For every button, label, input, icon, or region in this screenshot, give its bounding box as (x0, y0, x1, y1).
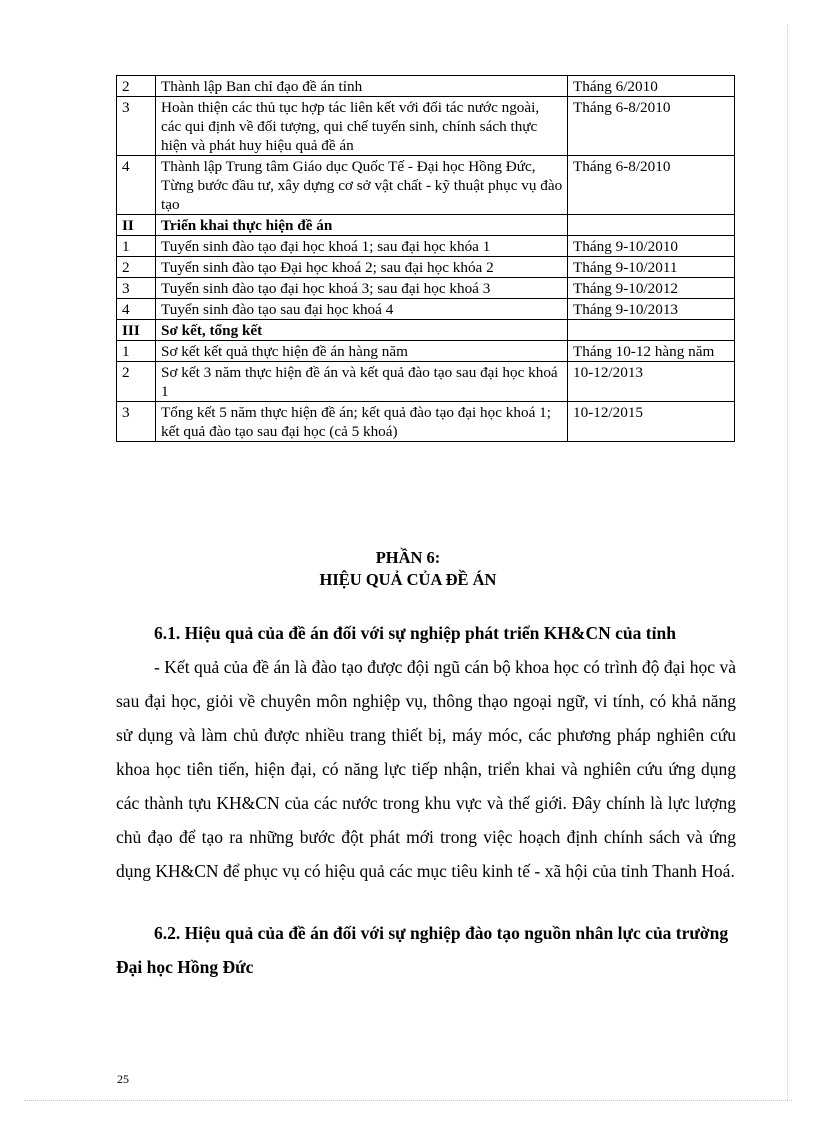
task-cell: Thành lập Ban chỉ đạo đề án tỉnh (156, 76, 568, 97)
table-row (117, 76, 735, 97)
row-number-cell: 1 (117, 341, 156, 362)
row-number-cell: II (117, 215, 156, 236)
time-cell (568, 320, 735, 341)
row-number-cell: 2 (117, 76, 156, 97)
time-cell: Tháng 9-10/2010 (568, 236, 735, 257)
task-cell: Tổng kết 5 năm thực hiện đề án; kết quả đào tạo đại học khoá 1; kết quả đào tạo sau đại học (cả 5 khoá) (156, 402, 568, 442)
table-section-row (117, 320, 735, 341)
time-cell: Tháng 6/2010 (568, 76, 735, 97)
task-cell: Tuyển sinh đào tạo đại học khoá 1; sau đại học khóa 1 (156, 236, 568, 257)
task-cell: Sơ kết, tổng kết (156, 320, 568, 341)
table-row (117, 299, 735, 320)
table-row (117, 257, 735, 278)
row-number-cell: 3 (117, 97, 156, 156)
task-cell: Tuyển sinh đào tạo đại học khoá 3; sau đại học khoá 3 (156, 278, 568, 299)
row-number-cell: 4 (117, 299, 156, 320)
task-cell: Triển khai thực hiện đề án (156, 215, 568, 236)
section-6-2-heading: 6.2. Hiệu quả của đề án đối với sự nghiệp đào tạo nguồn nhân lực của trường Đại học Hồng Đức (116, 923, 729, 977)
section-6-1-heading: 6.1. Hiệu quả của đề án đối với sự nghiệp phát triển KH&CN của tỉnh (154, 623, 676, 643)
table-row (117, 341, 735, 362)
part-number: PHẦN 6: (375, 548, 441, 567)
table-row (117, 156, 735, 215)
time-cell: Tháng 9-10/2012 (568, 278, 735, 299)
time-cell: Tháng 6-8/2010 (568, 97, 735, 156)
row-number-cell: 3 (117, 402, 156, 442)
row-number-cell: 1 (117, 236, 156, 257)
part-title: HIỆU QUẢ CỦA ĐỀ ÁN (319, 570, 497, 589)
table-row (117, 236, 735, 257)
time-cell: Tháng 9-10/2013 (568, 299, 735, 320)
schedule-table-body (117, 76, 735, 442)
task-cell: Tuyển sinh đào tạo Đại học khoá 2; sau đại học khóa 2 (156, 257, 568, 278)
row-number-cell: 2 (117, 362, 156, 402)
time-cell (568, 215, 735, 236)
row-number-cell: III (117, 320, 156, 341)
page-bottom-border (24, 1100, 792, 1101)
section-6-1-paragraph: - Kết quả của đề án là đào tạo được đội ngũ cán bộ khoa học có trình độ đại học và sau đại học, giỏi về chuyên môn nghiệp vụ, thông thạo ngoại ngữ, vi tính, có khả năng sử dụng và làm chủ được nhiều trang thiết bị, máy móc, các phương pháp nghiên cứu khoa học tiên tiến, hiện đại, có năng lực tiếp nhận, triển khai và nghiên cứu ứng dụng các thành tựu KH&CN của các nước trong khu vực và thế giới. Đây chính là lực lượng chủ đạo để tạo ra những bước đột phát mới trong việc hoạch định chính sách và ứng dụng KH&CN để phục vụ có hiệu quả các mục tiêu kinh tế - xã hội của tỉnh Thanh Hoá. (116, 657, 736, 881)
task-cell: Thành lập Trung tâm Giáo dục Quốc Tế - Đại học Hồng Đức, Từng bước đầu tư, xây dựng cơ sở vật chất - kỹ thuật phục vụ đào tạo (156, 156, 568, 215)
implementation-schedule-table (116, 75, 735, 442)
row-number-cell: 3 (117, 278, 156, 299)
table-row (117, 278, 735, 299)
time-cell: Tháng 6-8/2010 (568, 156, 735, 215)
table-row (117, 402, 735, 442)
table-row (117, 362, 735, 402)
task-cell: Tuyển sinh đào tạo sau đại học khoá 4 (156, 299, 568, 320)
time-cell: Tháng 9-10/2011 (568, 257, 735, 278)
page-right-border (787, 24, 788, 1100)
task-cell: Sơ kết 3 năm thực hiện đề án và kết quả đào tạo sau đại học khoá 1 (156, 362, 568, 402)
table-section-row (117, 215, 735, 236)
table-row (117, 97, 735, 156)
page-number: 25 (117, 1072, 129, 1086)
time-cell: 10-12/2015 (568, 402, 735, 442)
task-cell: Hoàn thiện các thủ tục hợp tác liên kết với đối tác nước ngoài, các qui định về đối tượng, qui chế tuyển sinh, chính sách thực hiện và phát huy hiệu quả đề án (156, 97, 568, 156)
row-number-cell: 4 (117, 156, 156, 215)
time-cell: 10-12/2013 (568, 362, 735, 402)
row-number-cell: 2 (117, 257, 156, 278)
time-cell: Tháng 10-12 hàng năm (568, 341, 735, 362)
task-cell: Sơ kết kết quả thực hiện đề án hàng năm (156, 341, 568, 362)
